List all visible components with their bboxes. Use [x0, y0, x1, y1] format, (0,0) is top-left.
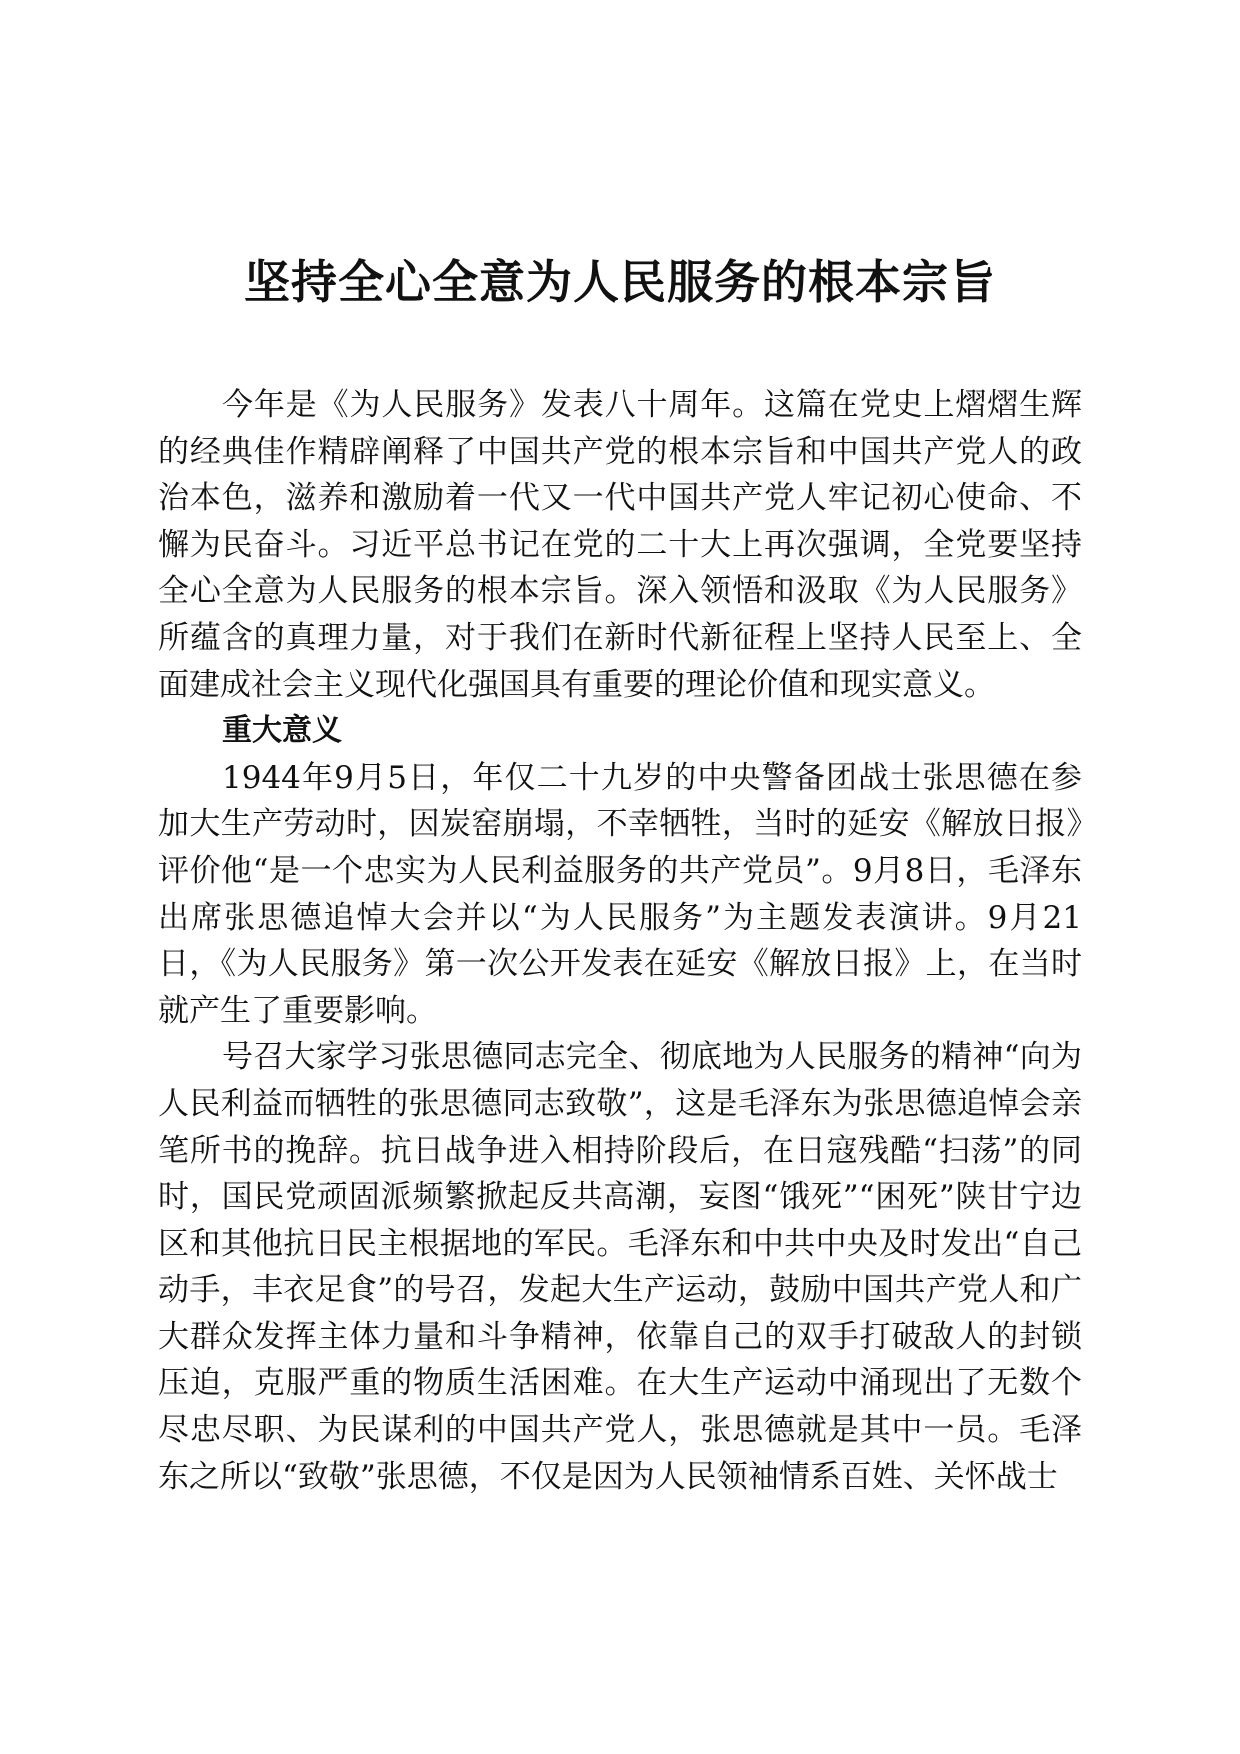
intro-paragraph: 今年是《为人民服务》发表八十周年。这篇在党史上熠熠生辉的经典佳作精辟阐释了中国共产党的根本宗旨和中国共产党人的政治本色，滋养和激励着一代又一代中国共产党人牢记初心使命、不懈为民奋斗。习近平总书记在党的二十大上再次强调，全党要坚持全心全意为人民服务的根本宗旨。深入领悟和汲取《为人民服务》所蕴含的真理力量，对于我们在新时代新征程上坚持人民至上、全面建成社会主义现代化强国具有重要的理论价值和现实意义。 [158, 387, 1082, 703]
spirit-paragraph: 号召大家学习张思德同志完全、彻底地为人民服务的精神“向为人民利益而牺牲的张思德同志致敬”，这是毛泽东为张思德追悼会亲笔所书的挽辞。抗日战争进入相持阶段后，在日寇残酷“扫荡”的同时，国民党顽固派频繁掀起反共高潮，妄图“饿死”“困死”陕甘宁边区和其他抗日民主根据地的军民。毛泽东和中共中央及时发出“自己动手，丰衣足食”的号召，发起大生产运动，鼓励中国共产党人和广大群众发挥主体力量和斗争精神，依靠自己的双手打破敌人的封锁压迫，克服严重的物质生活困难。在大生产运动中涌现出了无数个尽忠尽职、为民谋利的中国共产党人，张思德就是其中一员。毛泽东之所以“致敬”张思德，不仅是因为人民领袖情系百姓、关怀战士 [158, 1039, 1082, 1495]
section-heading: 重大意义 [222, 713, 342, 749]
history-paragraph: 1944年9月5日，年仅二十九岁的中央警备团战士张思德在参加大生产劳动时，因炭窑崩塌，不幸牺牲，当时的延安《解放日报》评价他“是一个忠实为人民利益服务的共产党员”。9月8日，毛泽东出席张思德追悼大会并以“为人民服务”为主题发表演讲。9月21日，《为人民服务》第一次公开发表在延安《解放日报》上，在当时就产生了重要影响。 [158, 759, 1082, 1029]
document-body [158, 382, 1082, 1500]
document-title: 坚持全心全意为人民服务的根本宗旨 [244, 255, 996, 309]
